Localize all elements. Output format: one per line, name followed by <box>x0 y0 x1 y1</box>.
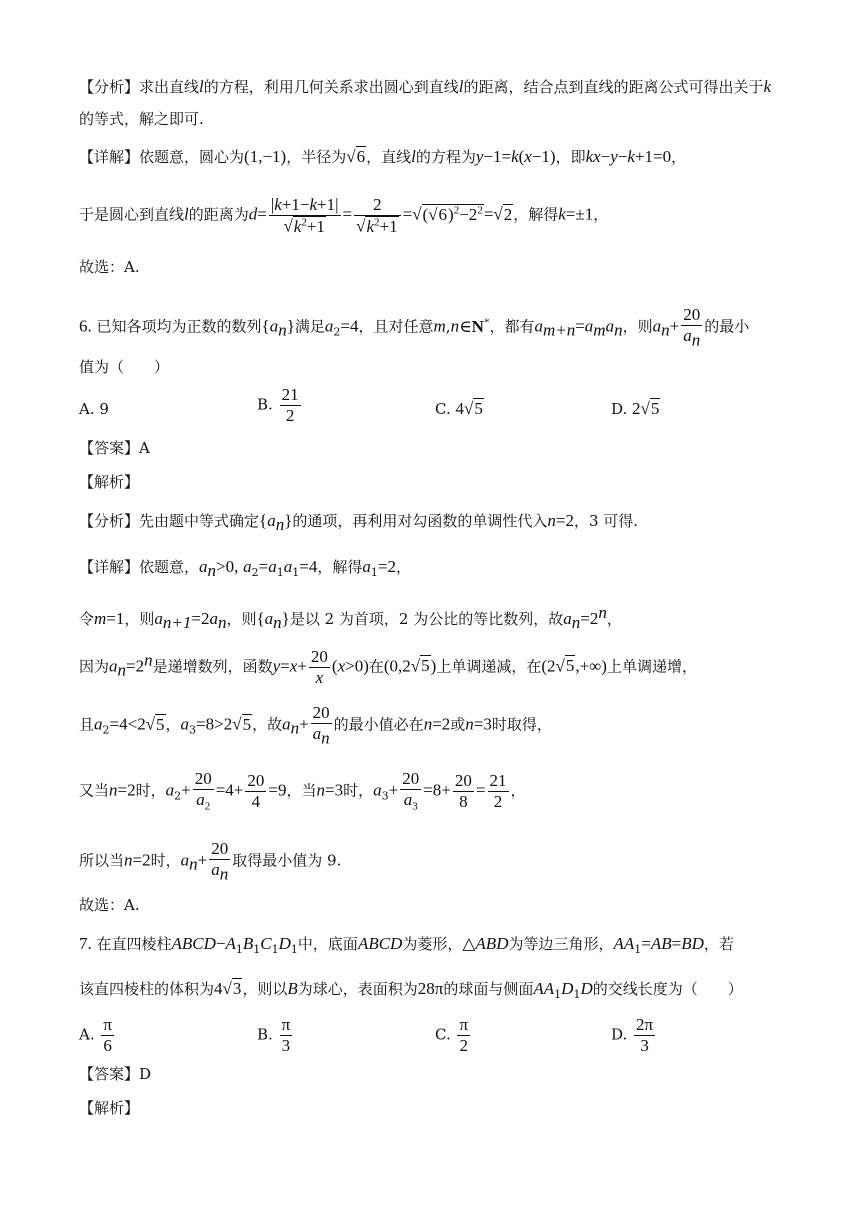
q7-solution-tag: 【解析】 <box>79 1099 140 1117</box>
q7-option-a: A. $\frac{\pi}{6}$ <box>79 1015 112 1055</box>
q7-answer <box>79 1063 828 1085</box>
q5-choice: 故选：A. <box>79 258 140 276</box>
q7-option-b: B. $\frac{\pi}{3}$ <box>257 1015 291 1055</box>
q6-option-c: C. 4√5 <box>435 399 483 418</box>
q7-stem-cont: 该直四棱柱的体积为4√3，则以B为球心，表面积为28π的球面与侧面$AA_1D_1D$的交线长度为（ ） <box>79 979 743 1001</box>
q6-stem-cont: 值为（ ） <box>79 358 170 376</box>
q6-answer-tag: 【答案】 <box>79 439 140 457</box>
q6-solution-tag: 【解析】 <box>79 473 140 491</box>
q6-detail-tag: 【详解】 <box>79 558 140 576</box>
q5-detail-line1: 【详解】依题意，圆心为(1,−1)，半径为√6，直线l的方程为y−1=k(x−1)，即kx−y−k+1=0， <box>79 147 687 166</box>
q6-answer-value: A <box>139 439 150 457</box>
q6-detail-line6: 所以当n=2时，$a_n+$ $\frac{20}{a_n}$ 取得最小值为 9. <box>79 839 342 884</box>
q6-choice: 故选：A. <box>79 896 140 914</box>
q6-detail-line2: 令m=1，则$a_{n+1}=2a_n$，则$\{a_n\}$是以 2 为首项，2 为公比的等比数列，故$a_n=2^n$， <box>79 603 622 632</box>
q6-analysis: 【分析】先由题中等式确定$\{a_n\}$的通项，再利用对勾函数的单调性代入n=2，3 可得. <box>79 511 639 534</box>
q5-analysis: 【分析】求出直线l的方程，利用几何关系求出圆心到直线l的距离，结合点到直线的距离公式可得出关于k <box>79 77 772 96</box>
q7-answer-tag: 【答案】 <box>79 1065 140 1083</box>
q5-analysis-tag: 【分析】 <box>79 78 140 96</box>
q6-detail-line5: 又当n=2时，$a_2+$ $\frac{20}{a_2}$ =4+ $\frac{20}{4}$ =9，当n=3时，$a_3+$ $\frac{20}{a_3}$ =8+ $\frac{20}{8}$ = $\frac{21}{2}$ ， <box>79 769 526 813</box>
q6-answer <box>79 437 828 459</box>
q7-stem: 7. 在直四棱柱$ABCD-A_1B_1C_1D_1$中，底面ABCD为菱形，△ABD为等边三角形，$AA_1=AB=BD$，若 <box>79 934 734 956</box>
q6-detail-line4: 且$a_2=4<2√5$，$a_3=8>2√5$，故$a_n+$ $\frac{20}{a_n}$ 的最小值必在n=2或n=3时取得， <box>79 703 552 748</box>
q6-option-b: B. $\frac{21}{2}$ <box>257 385 299 425</box>
q5-analysis-cont: 的等式，解之即可. <box>79 110 204 128</box>
q7-answer-value: D <box>139 1065 152 1083</box>
q6-detail-line3: 因为$a_n=2^n$是递增数列，函数y=x+ $\frac{20}{x}$ (x>0)在(0,2√5)上单调递减，在(2√5,+∞)上单调递增， <box>79 647 697 687</box>
q6-stem: 6. 已知各项均为正数的数列$\{a_n\}$满足$a_2=4$，且对任意m,n∈N*，都有$a_{m+n}=a_ma_n$，则$a_n+$ $\frac{20}{a_n}$ 的最小 <box>79 305 750 350</box>
q5-detail-tag: 【详解】 <box>79 148 140 166</box>
q6-analysis-tag: 【分析】 <box>79 512 140 530</box>
q6-option-d: D. 2√5 <box>611 399 660 418</box>
q6-detail-line1: 【详解】依题意，$a_n>0$, $a_2=a_1a_1=4$，解得$a_1=2$， <box>79 557 411 580</box>
q5-detail-line2: 于是圆心到直线l的距离为d= $\frac{|k+1-k+1|}{√k^2+1}$ = $\frac{2}{√k^2+1}$ $=√(√6)^2-2^2=√2$，解得k=±1， <box>79 195 609 236</box>
q7-option-c: C. $\frac{\pi}{2}$ <box>435 1015 469 1055</box>
q7-option-d: D. $\frac{2\pi}{3}$ <box>611 1015 654 1055</box>
q6-option-a: A. 9 <box>79 400 109 418</box>
